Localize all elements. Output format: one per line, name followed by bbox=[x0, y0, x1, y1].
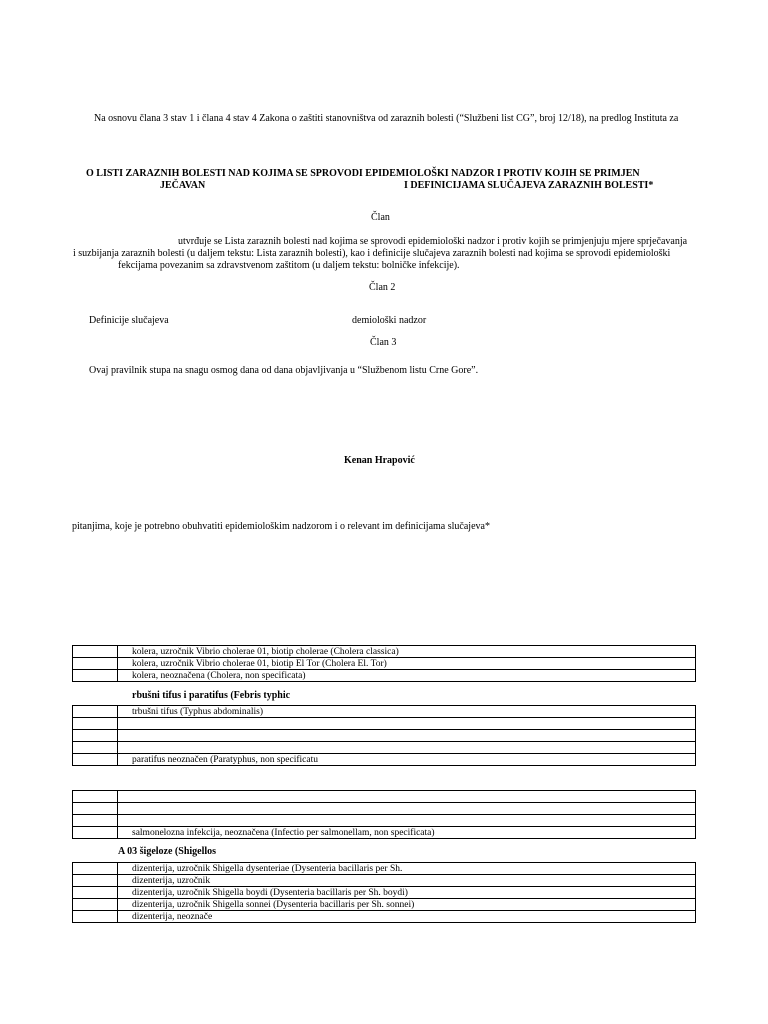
code-cell bbox=[73, 742, 118, 754]
article2-left-text: Definicije slučajeva bbox=[89, 315, 169, 326]
code-cell bbox=[73, 658, 118, 670]
code-cell bbox=[73, 791, 118, 803]
table-row bbox=[73, 899, 696, 911]
diagnosis-cell: kolera, uzročnik Vibrio cholerae 01, biotip El Tor (Cholera El. Tor) bbox=[118, 658, 696, 670]
code-cell bbox=[73, 730, 118, 742]
document-title-line2-right: I DEFINICIJAMA SLUČAJEVA ZARAZNIH BOLESTI* bbox=[404, 180, 654, 191]
diagnosis-cell: dizenterija, uzročnik Shigella dysenteriae (Dysenteria bacillaris per Sh. bbox=[118, 863, 696, 875]
diagnosis-cell: trbušni tifus (Typhus abdominalis) bbox=[118, 706, 696, 718]
diagnosis-cell bbox=[118, 803, 696, 815]
code-cell bbox=[73, 827, 118, 839]
article3-text: Ovaj pravilnik stupa na snagu osmog dana od dana objavljivanja u “Službenom listu Crne Gore”. bbox=[89, 365, 479, 376]
code-cell bbox=[73, 863, 118, 875]
typhoid-group-heading: rbušni tifus i paratifus (Febris typhic bbox=[132, 690, 291, 701]
diagnosis-cell: kolera, uzročnik Vibrio cholerae 01, biotip cholerae (Cholera classica) bbox=[118, 646, 696, 658]
diagnosis-cell: paratifus neoznačen (Paratyphus, non specificatu bbox=[118, 754, 696, 766]
code-cell bbox=[73, 706, 118, 718]
table-row bbox=[73, 875, 696, 887]
diagnosis-cell: dizenterija, uzročnik Shigella boydi (Dysenteria bacillaris per Sh. boydi) bbox=[118, 887, 696, 899]
code-cell bbox=[73, 887, 118, 899]
code-cell bbox=[73, 899, 118, 911]
table-row bbox=[73, 730, 696, 742]
table-row bbox=[73, 742, 696, 754]
table-row bbox=[73, 706, 696, 718]
diagnosis-cell: dizenterija, uzročnik Shigella sonnei (Dysenteria bacillaris per Sh. sonnei) bbox=[118, 899, 696, 911]
diagnosis-cell: salmonelozna infekcija, neoznačena (Infectio per salmonellam, non specificata) bbox=[118, 827, 696, 839]
code-cell bbox=[73, 754, 118, 766]
document-title-line1: O LISTI ZARAZNIH BOLESTI NAD KOJIMA SE SPROVODI EPIDEMIOLOŠKI NADZOR I PROTIV KOJIH SE PRIMJEN bbox=[86, 168, 640, 179]
cholera-table bbox=[72, 645, 696, 682]
article1-line3: fekcijama povezanim sa zdravstvenom zaštitom (u daljem tekstu: bolničke infekcije). bbox=[118, 260, 460, 271]
code-cell bbox=[73, 718, 118, 730]
article1-line2: i suzbijanja zaraznih bolesti (u daljem tekstu: Lista zaraznih bolesti), kao i definicije slučajeva zaraznih bolesti nad kojima se sprovodi epidemiološki bbox=[73, 248, 671, 259]
diagnosis-cell bbox=[118, 742, 696, 754]
article1-heading: Član bbox=[371, 212, 390, 223]
article1-line1: utvrđuje se Lista zaraznih bolesti nad kojima se sprovodi epidemiološki nadzor i protiv kojih se primjenjuju mjere sprječavanja bbox=[178, 236, 688, 247]
code-cell bbox=[73, 803, 118, 815]
table-row bbox=[73, 827, 696, 839]
table-row bbox=[73, 791, 696, 803]
table-row bbox=[73, 887, 696, 899]
shigellosis-table bbox=[72, 862, 696, 923]
table-row bbox=[73, 646, 696, 658]
table-row bbox=[73, 803, 696, 815]
code-cell bbox=[73, 815, 118, 827]
article2-right-text: demiološki nadzor bbox=[352, 315, 427, 326]
table-row bbox=[73, 670, 696, 682]
code-cell bbox=[73, 646, 118, 658]
code-cell bbox=[73, 911, 118, 923]
diagnosis-cell bbox=[118, 791, 696, 803]
article3-heading: Član 3 bbox=[370, 337, 397, 348]
table-row bbox=[73, 718, 696, 730]
signature-name: Kenan Hrapović bbox=[344, 455, 415, 466]
document-title-line2-left: JEČAVAN bbox=[160, 180, 206, 191]
typhoid-table bbox=[72, 705, 696, 766]
table-row bbox=[73, 911, 696, 923]
shigellosis-group-heading: A 03 šigeloze (Shigellos bbox=[118, 846, 217, 857]
table-row bbox=[73, 863, 696, 875]
diagnosis-cell: dizenterija, uzročnik bbox=[118, 875, 696, 887]
salmonella-table bbox=[72, 790, 696, 839]
code-cell bbox=[73, 875, 118, 887]
preamble-text: Na osnovu člana 3 stav 1 i člana 4 stav 4 Zakona o zaštiti stanovništva od zaraznih bolesti (“Službeni list CG”, broj 12/18), na predlog Instituta za bbox=[94, 113, 679, 124]
diagnosis-cell: dizenterija, neoznače bbox=[118, 911, 696, 923]
diagnosis-cell bbox=[118, 730, 696, 742]
article2-heading: Član 2 bbox=[369, 282, 396, 293]
diagnosis-cell bbox=[118, 815, 696, 827]
table-row bbox=[73, 754, 696, 766]
diagnosis-cell bbox=[118, 718, 696, 730]
code-cell bbox=[73, 670, 118, 682]
table-row bbox=[73, 658, 696, 670]
annex-intro-text: pitanjima, koje je potrebno obuhvatiti epidemiološkim nadzorom i o relevant im definicijama slučajeva* bbox=[72, 521, 490, 532]
diagnosis-cell: kolera, neoznačena (Cholera, non specificata) bbox=[118, 670, 696, 682]
table-row bbox=[73, 815, 696, 827]
